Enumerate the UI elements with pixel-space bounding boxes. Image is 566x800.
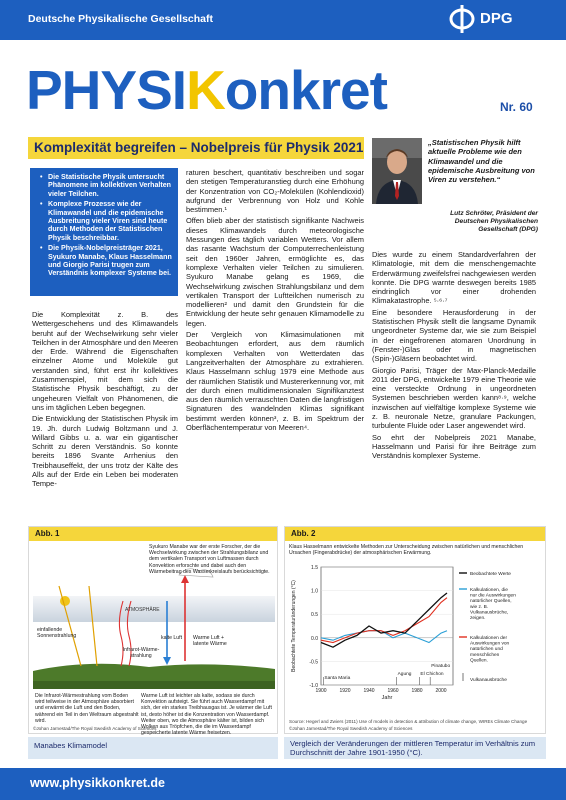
article-column-3 — [372, 250, 536, 463]
atmosphere-label: ATMOSPHÄRE — [125, 607, 160, 613]
figure-1-title: Abb. 1 — [35, 529, 60, 538]
headline: Komplexität begreifen – Nobelpreis für Physik 2021 — [34, 140, 364, 155]
figure-1-credit: ©Johan Jarnestad/The Royal Swedish Academy of Sciences — [33, 726, 157, 731]
x-axis-label: Jahr — [381, 695, 393, 701]
figure-2-description: Klaus Hasselmann entwickelte Methoden zur Unterscheidung zwischen natürlichen und menschlichen Ursachen (Fingerabdrücke) der atmosphärischen Erwärmung. — [289, 544, 524, 557]
paragraph: raturen beschert, quantitativ beschreiben und sogar den stetigen Temperaturanstieg durch eine Erhöhung der Konzentration von CO₂-Molekülen (Kohlendioxid) aufgrund der Verbrennung von Holz und Kohle bestimmen.¹ — [186, 168, 364, 215]
figure-2-header — [285, 527, 545, 541]
key-point: • Die Physik-Nobelpreisträger 2021, Syukuro Manabe, Klaus Hasselmann und Giorgio Parisi trugen zum Verständnis komplexer Systeme bei. — [40, 244, 172, 278]
masthead-part3: onkret — [224, 59, 387, 121]
paragraph: Die Komplexität z. B. des Wettergeschehens und des Klimawandels beruht auf der Wechselwirkung sehr vieler Teilchen in der Atmosphäre und den Meeren der Erde. Während die Eigenschaften einzelner Atome und Moleküle gut verstanden sind, führt erst ihr kollektives Zusammenspiel, mit dem sich die Statistische Physik beschäftigt, zu der ungeheuren Vielfalt von Phänomenen, die uns im täglichen Leben begegnen. — [32, 310, 178, 412]
figure-1 — [28, 526, 278, 737]
x-tick-label: 1960 — [387, 688, 399, 694]
warm-air-note: Warme Luft ist leichter als kalte, sodass sie durch Konvektion aufsteigt. Sie führt auch Wasserdampf mit sich, der ein starkes Treibhausgas ist. Je wärmer die Luft ist, desto höher ist die Konzentration von Wasserdampf. Weiter oben, wo die Atmosphäre kälter ist, bilden sich Wolken aus Tröpfchen, die die im Wasserdampf gespeicherte latente Wärme freisetzen. — [141, 693, 272, 737]
legend-label: Beobachtete Werte — [470, 572, 511, 577]
figure-1-header — [29, 527, 277, 541]
figure-2-credit: ©Johan Jarnestad/The Royal Swedish Academy of Sciences — [289, 726, 413, 731]
figure-2 — [284, 526, 546, 734]
masthead-part1: PHYSI — [26, 59, 187, 121]
figure-2-source: Source: Hegerl and Zwiers (2011) Use of models in detection & attribution of climate change, WIREs Climate Change — [289, 719, 528, 724]
issue-number: Nr. 60 — [500, 100, 533, 114]
volcano-label: Santa Maria — [324, 676, 351, 681]
y-tick-label: -0.5 — [309, 659, 318, 666]
sun-icon — [60, 596, 70, 606]
pull-quote: „Statistischen Physik hilft aktuelle Probleme wie den Klimawandel und die epidemische Ausbreitung von Viren zu verstehen.“ — [428, 138, 535, 185]
y-tick-label: -1.0 — [309, 683, 318, 689]
figure-2-caption — [284, 737, 546, 759]
org-name: Deutsche Physikalische Gesellschaft — [28, 13, 214, 25]
series-line — [321, 593, 447, 647]
manabe-note: Syukuro Manabe war der erste Forscher, der die Wechselwirkung zwischen der Strahlungsbilanz und dem vertikalen Transport von Luftmassen durch Konvektion erforschte und dabei auch den Wärmebeitrag des Wasserkreislaufs berücksichtigte. — [149, 544, 270, 575]
figure-2-caption-text: Vergleich der Veränderungen der mittleren Temperatur im Verhältnis zum Durchschnitt der Jahre 1901-1950 (°C). — [290, 739, 536, 757]
x-tick-label: 1900 — [315, 688, 327, 694]
y-tick-label: 1.5 — [311, 565, 318, 571]
warm-air-label: Warme Luft + latente Wärme — [193, 635, 227, 648]
masthead-part2: K — [186, 59, 225, 121]
volcano-label: Pinatubo — [431, 664, 451, 669]
volcano-label: Agung — [397, 672, 412, 677]
y-tick-label: 0.0 — [311, 635, 318, 642]
article-column-1 — [32, 310, 178, 491]
legend-label: Kalkulationen, die nur die Auswirkungen natürlicher Quellen, wie z. B. Vulkanausbrüche, zeigen. — [470, 588, 516, 621]
dpg-phi-logo-icon — [447, 4, 477, 34]
footer — [0, 768, 566, 800]
x-tick-label: 2000 — [435, 688, 447, 694]
x-tick-label: 1920 — [339, 688, 351, 694]
ground-note: Die Infrarot-Wärmestrahlung vom Boden wird teilweise in der Atmosphäre absorbiert und erwärmt die Luft und den Boden, während ein Teil in den Weltraum abgestrahlt wird. — [35, 693, 139, 724]
legend-label: Kalkulationen der Auswirkungen von natürlichen und menschlichen Quellen. — [470, 636, 510, 664]
figure-1-caption-text: Manabes Klimamodel — [34, 741, 108, 750]
y-axis-label: Beobachtete Temperaturänderungen (°C) — [291, 580, 297, 672]
temperature-chart — [285, 559, 547, 721]
paragraph: So ehrt der Nobelpreis 2021 Manabe, Hasselmann und Parisi für ihre Beiträge zum Verständnis komplexer Systeme. — [372, 432, 536, 461]
quote-attribution: Lutz Schröter, Präsident der Deutschen Physikalischen Gesellschaft (DPG) — [450, 210, 538, 233]
paragraph: Giorgio Parisi, Träger der Max-Planck-Medaille 2011 der DPG, entwickelte 1979 eine Theorie wie eine versteckte Ordnung in ungeordneten Systemen beschrieben werden kann⁸·⁹, welche inzwischen auf vielfältige komplexe Systeme wie z. B. neuronale Netze, granulare Packungen, turbulente Fluide oder Laser angewendet wird. — [372, 365, 536, 431]
article-column-2 — [186, 168, 364, 434]
y-tick-label: 1.0 — [311, 588, 318, 595]
y-tick-label: 0.5 — [311, 612, 318, 619]
paragraph: Die Entwicklung der Statistischen Physik im 19. Jh. durch Ludwig Boltzmann und J. Willard Gibbs u. a. war ein gigantischer Schritt zu deren Verständnis. So konnte bereits 1896 Svante Arrhenius den Treibhauseffekt, der uns trotz der Kälte des Alls auf der Erde ein Leben bei moderaten Tempe- — [32, 414, 178, 489]
footer-url[interactable]: www.physikkonkret.de — [30, 776, 165, 790]
paragraph: Der Vergleich von Klimasimulationen mit Beobachtungen erfordert, aus dem räumlich komplexen Verhalten von Wetterdaten das Langzeitverhalten der Atmosphäre zu extrahieren. Klaus Hasselmann schlug 1979 eine Methode aus der räumlichen Statistik und Mustererkennung vor, mit der durch einen multidimensionalen Signifikanztest aus den räumlich verrauschten Daten die langfristigen Signaturen des wandelnden Klimas signifikant bestimmt werden können³, z. B. im Spektrum der Oberflächentemperatur von Meeren⁴. — [186, 330, 364, 433]
series-line — [321, 598, 447, 643]
person-icon — [372, 138, 422, 204]
incoming-radiation-label: einfallende Sonnenstrahlung — [37, 627, 77, 640]
key-points-box — [30, 168, 178, 296]
key-point: • Die Statistische Physik untersucht Phänomene im kollektiven Verhalten vieler Teilchen. — [40, 173, 172, 198]
figure-2-title: Abb. 2 — [291, 529, 316, 538]
x-tick-label: 1940 — [363, 688, 375, 694]
key-point: • Komplexe Prozesse wie der Klimawandel und die epidemische Ausbreitung vieler Viren sind heute durch Methoden der Statistischen Physik beschreibbar. — [40, 200, 172, 242]
volcano-label: El Chichon — [420, 672, 444, 677]
masthead — [26, 60, 387, 120]
figure-1-caption — [28, 737, 278, 759]
cold-air-label: kalte Luft — [161, 635, 183, 641]
paragraph: Eine besondere Herausforderung in der Statistischen Physik stellt die langsame Dynamik ungeordneter Systeme dar, wie sie zum Beispiel in der eingefrorenen atomaren Unordnung in (Fenster-)Glas oder in magnetischen (Spin-)Gläsern beobachtet wird. — [372, 307, 536, 364]
dpg-logo-text: DPG — [480, 10, 513, 27]
paragraph: Dies wurde zu einem Standardverfahren der Klimatologie, mit dem die menschengemachte Erderwärmung zweifelsfrei nachgewiesen werden konnte. Die DPG warnte deswegen bereits 1985 eindringlich vor einer drohenden Klimakatastrophe. ⁵·⁶·⁷ — [372, 250, 536, 306]
x-tick-label: 1980 — [411, 688, 423, 694]
infrared-label: Infrarot-Wärme-strahlung — [122, 647, 160, 660]
portrait-photo — [372, 138, 422, 204]
paragraph: Offen blieb aber der statistisch signifikante Nachweis dieses Klimawandels durch meteorologische Messungen des täglich variablen Wetters. Vor allem das rasante Wachstum der Computerrechenleistung seit den 1960er Jahren, ermöglichte es, das komplexe Verhalten vieler Teilchen zu simulieren. Syukuro Manabe gelang es 1969, die Wechselwirkung zwischen Strahlungsbilanz und dem vertikalen Transport der Luftteilchen numerisch zu modellieren² und damit den Grundstein für die Entwicklung der heute sehr genauen Klimamodelle zu legen. — [186, 216, 364, 328]
volcano-legend-label: Vulkanausbrüche — [470, 678, 507, 683]
